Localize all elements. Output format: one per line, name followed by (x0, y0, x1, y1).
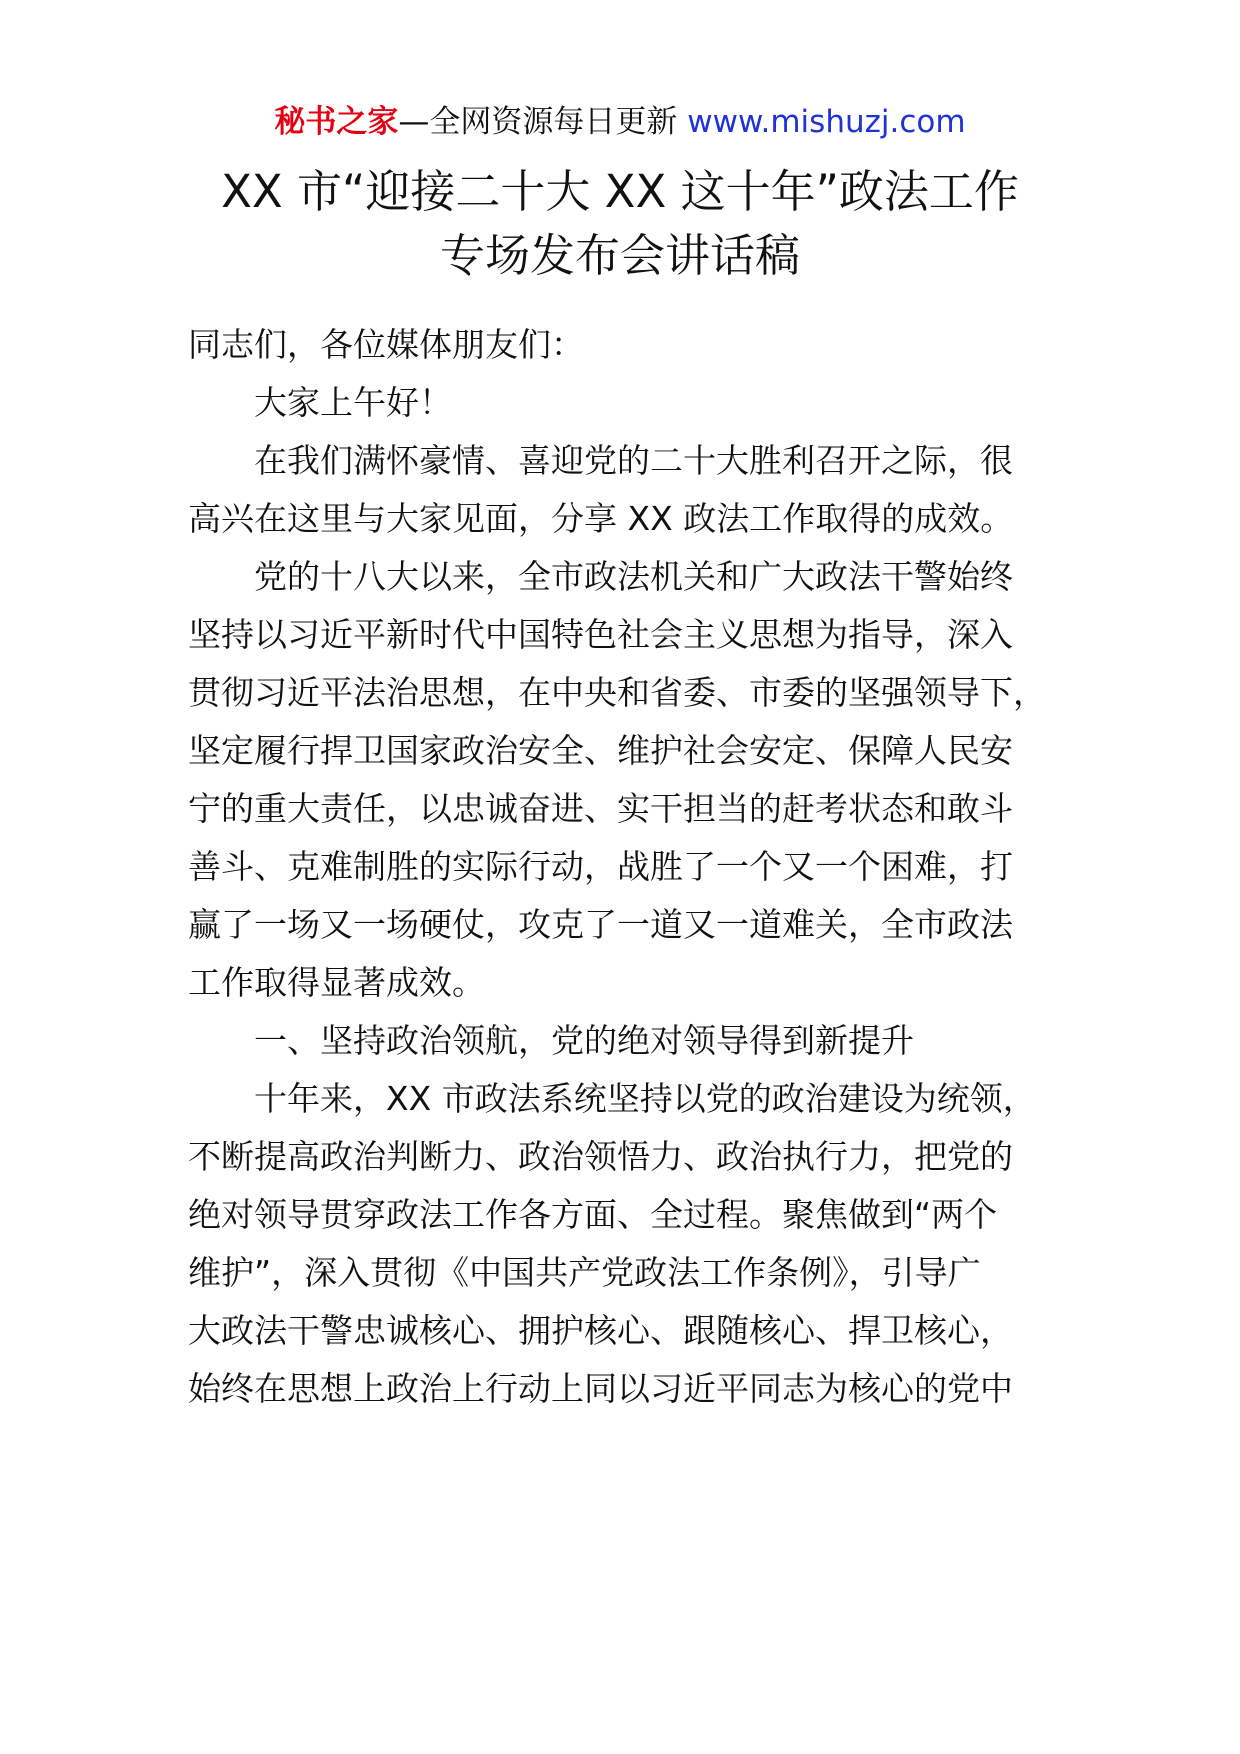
document-title-line-2: 专场发布会讲话稿 (439, 229, 800, 282)
paragraph-line: 赢了一场又一场硬仗，攻克了一道又一道难关，全市政法 (188, 905, 1013, 944)
paragraph-line: 大政法干警忠诚核心、拥护核心、跟随核心、捍卫核心， (188, 1311, 1013, 1350)
paragraph-line: 坚持以习近平新时代中国特色社会主义思想为指导，深入 (188, 615, 1013, 654)
paragraph-line: 善斗、克难制胜的实际行动，战胜了一个又一个困难，打 (188, 847, 1013, 886)
paragraph-line: 工作取得显著成效。 (188, 963, 485, 1002)
section-heading: 一、坚持政治领航，党的绝对领导得到新提升 (254, 1021, 914, 1060)
website-link[interactable]: www.mishuzj.com (687, 104, 966, 140)
brand-name: 秘书之家 (274, 104, 399, 140)
paragraph-line: 不断提高政治判断力、政治领悟力、政治执行力，把党的 (188, 1137, 1013, 1176)
paragraph-line: 绝对领导贯穿政法工作各方面、全过程。聚焦做到“两个 (188, 1195, 998, 1234)
paragraph-line: 高兴在这里与大家见面，分享 XX 政法工作取得的成效。 (188, 499, 1014, 538)
paragraph-line: 党的十八大以来，全市政法机关和广大政法干警始终 (254, 557, 1013, 596)
header-banner (0, 100, 1240, 144)
document-title-line-1: XX 市“迎接二十大 XX 这十年”政法工作 (221, 165, 1019, 218)
paragraph-line: 维护”，深入贯彻《中国共产党政法工作条例》，引导广 (188, 1253, 981, 1292)
paragraph-line: 始终在思想上政治上行动上同以习近平同志为核心的党中 (188, 1369, 1013, 1408)
banner-tagline: —全网资源每日更新 (398, 104, 678, 140)
paragraph-line: 在我们满怀豪情、喜迎党的二十大胜利召开之际，很 (254, 441, 1013, 480)
salutation: 同志们，各位媒体朋友们： (188, 325, 584, 364)
greeting: 大家上午好！ (254, 383, 452, 422)
paragraph-line: 贯彻习近平法治思想，在中央和省委、市委的坚强领导下， (188, 673, 1046, 712)
paragraph-line: 十年来，XX 市政法系统坚持以党的政治建设为统领， (254, 1079, 1036, 1118)
paragraph-line: 坚定履行捍卫国家政治安全、维护社会安定、保障人民安 (188, 731, 1013, 770)
paragraph-line: 宁的重大责任，以忠诚奋进、实干担当的赶考状态和敢斗 (188, 789, 1013, 828)
